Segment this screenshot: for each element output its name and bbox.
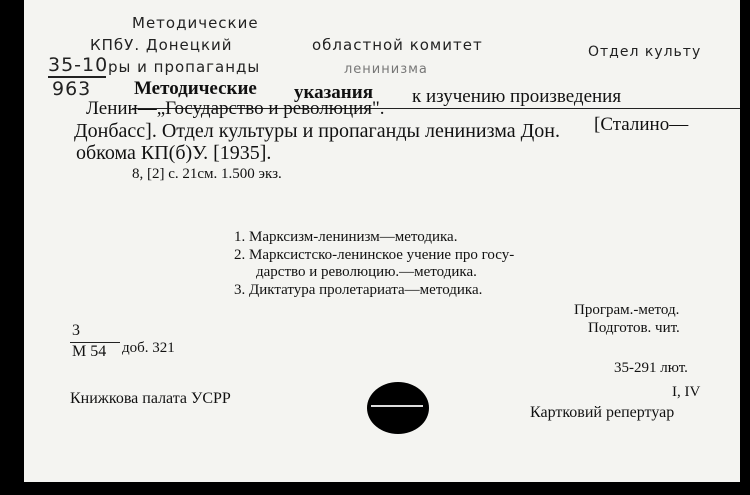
footer-number: 35-291 лют. (614, 360, 688, 376)
shelf-top: 3 (72, 322, 80, 339)
punch-hole (367, 382, 429, 434)
call-number-1: 35-10 (48, 54, 109, 76)
handwritten-line-3b: ленинизма (344, 62, 428, 77)
record-line-4: обкома КП(б)У. [1935]. (76, 142, 272, 164)
punch-hole-mark (371, 405, 423, 407)
record-collation: 8, [2] с. 21см. 1.500 экз. (132, 166, 282, 182)
note-preparation: Подготов. чит. (588, 320, 680, 336)
record-title-b: указания (294, 82, 373, 103)
subject-2-cont: дарство и революцию.—методика. (256, 264, 477, 280)
record-title-rest: к изучению произведения (412, 86, 622, 107)
shelf-extra: доб. 321 (122, 340, 175, 356)
subject-2: 2. Марксистско-ленинское учение про госу- (234, 247, 515, 263)
record-line-2-right: [Сталино— (594, 114, 689, 135)
handwritten-line-2: КПбУ. Донецкий (90, 36, 233, 54)
shelf-bottom: М 54 (72, 343, 107, 360)
footer-publisher: Книжкова палата УСРР (70, 390, 231, 407)
footer-volumes: I, IV (672, 384, 701, 400)
handwritten-line-3: ры и пропаганды (108, 58, 261, 76)
handwritten-line-2c: Отдел культу (588, 44, 702, 60)
subject-3: 3. Диктатура пролетариата—методика. (234, 282, 483, 298)
record-line-2: Ленин—„Государство и революция". (86, 98, 385, 119)
handwritten-line-2b: областной комитет (312, 36, 483, 54)
record-line-3: Донбасс]. Отдел культуры и пропаганды ленинизма Дон. (74, 120, 560, 142)
record-title-a: Методические (134, 78, 257, 99)
call-number-2: 963 (52, 78, 92, 100)
catalog-card (24, 0, 740, 482)
subject-1: 1. Марксизм-ленинизм—методика. (234, 229, 458, 245)
note-program: Програм.-метод. (574, 302, 680, 318)
handwritten-line-1: Методические (132, 14, 259, 32)
footer-repertoire: Картковий репертуар (530, 404, 675, 421)
